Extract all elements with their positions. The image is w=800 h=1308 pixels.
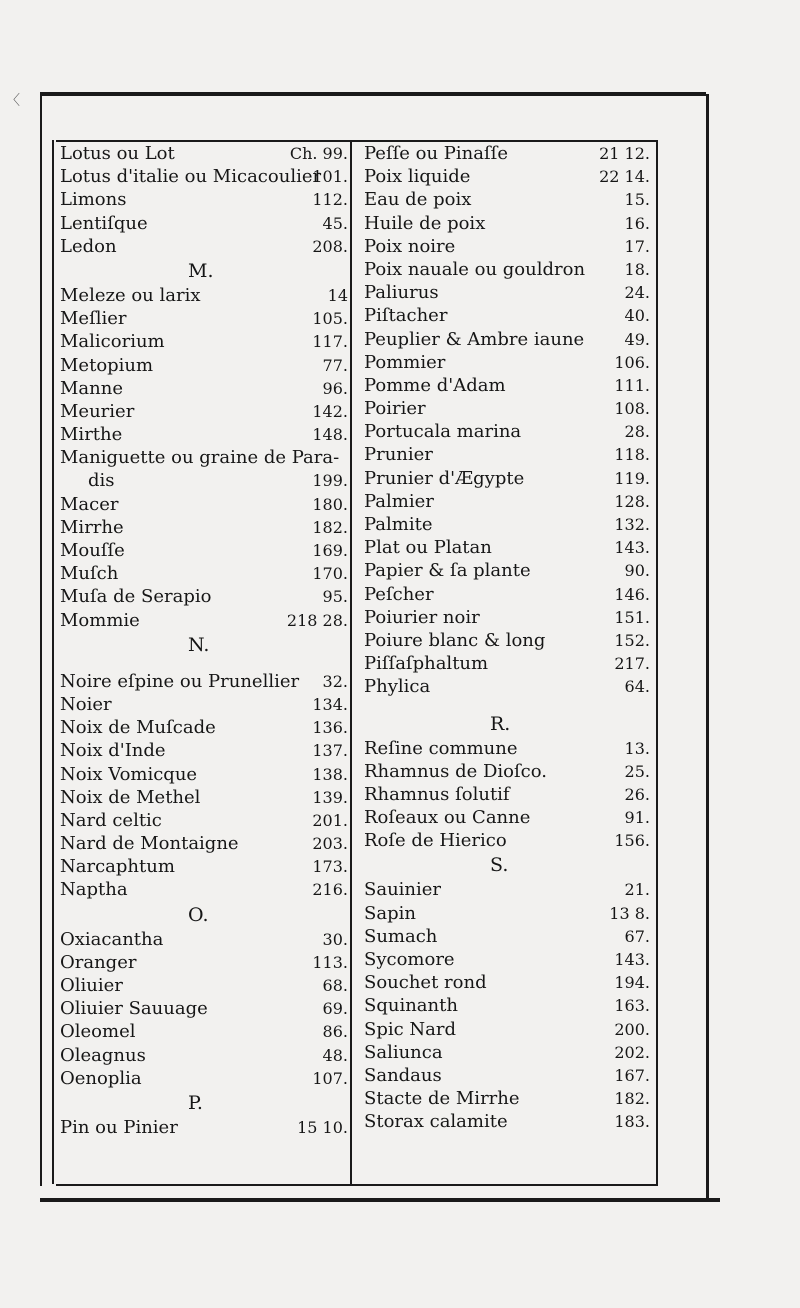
entry-page-number: 143. <box>614 950 650 969</box>
entry-term: Oliuier Sauuage <box>60 998 208 1020</box>
entry-page-number: 90. <box>624 561 650 581</box>
entry-page-number: 14 <box>327 285 348 305</box>
index-entry <box>364 142 654 165</box>
entry-term: Poirier <box>364 398 426 420</box>
index-entry <box>60 716 348 739</box>
index-entry <box>60 974 348 997</box>
index-entry <box>60 693 348 716</box>
index-entry <box>364 783 654 806</box>
corner-mark: 〈 <box>6 93 20 109</box>
index-entry <box>364 1041 654 1064</box>
entry-term: Plat ou Platan <box>364 537 492 559</box>
entry-page-number: 16. <box>624 213 650 233</box>
index-entry <box>364 902 654 925</box>
entry-term: Roſe de Hierico <box>364 830 507 852</box>
entry-page-number: 107. <box>312 1068 348 1088</box>
index-entry <box>60 469 348 492</box>
index-entry <box>60 307 348 330</box>
spacer <box>364 699 654 711</box>
entry-page-number: 118. <box>614 445 650 465</box>
entry-page-number: 86. <box>322 1022 348 1042</box>
index-entry <box>364 737 654 760</box>
index-entry <box>364 235 654 258</box>
section-letter: N. <box>188 633 210 656</box>
entry-page-number: 134. <box>312 694 348 714</box>
entry-term: Piſſaſphaltum <box>364 653 489 675</box>
entry-page-number: 152. <box>614 630 650 650</box>
index-entry <box>60 997 348 1020</box>
index-entry <box>364 490 654 513</box>
entry-term: Noix Vomicque <box>60 763 198 785</box>
entry-page-number: 200. <box>614 1019 650 1039</box>
entry-page-number: 40. <box>624 306 650 326</box>
entry-page-number: 18. <box>624 259 650 279</box>
entry-term: Oleagnus <box>60 1044 146 1066</box>
entry-term: Piſtacher <box>364 305 448 327</box>
entry-page-number: 146. <box>614 584 650 604</box>
index-entry <box>364 258 654 281</box>
entry-page-number: 26. <box>624 784 650 804</box>
section-letter: M. <box>188 259 214 282</box>
entry-term: Prunier <box>364 444 433 466</box>
entry-term: Lentiſque <box>60 212 148 234</box>
entry-page-number: Ch. 99. <box>289 144 348 163</box>
entry-page-number: 163. <box>614 996 650 1016</box>
section-letter: R. <box>490 712 511 735</box>
entry-term: Sumach <box>364 925 438 947</box>
entry-term: Rhamnus ſolutif <box>364 783 510 805</box>
index-entry <box>364 374 654 397</box>
entry-term: Stacte de Mirrhe <box>364 1088 520 1110</box>
index-entry <box>364 1087 654 1110</box>
entry-page-number: 137. <box>312 741 348 761</box>
index-entry <box>364 971 654 994</box>
entry-page-number: 156. <box>614 831 650 851</box>
entry-page-number: 182. <box>312 517 348 537</box>
index-entry <box>60 235 348 258</box>
entry-page-number: 77. <box>322 355 348 375</box>
index-entry <box>60 539 348 562</box>
index-entry <box>364 536 654 559</box>
entry-page-number: 112. <box>312 190 348 210</box>
entry-page-number: 119. <box>614 468 650 488</box>
index-entry <box>364 328 654 351</box>
entry-page-number: 142. <box>312 401 348 421</box>
entry-term: Rhamnus de Dioſco. <box>364 760 547 782</box>
index-entry <box>364 829 654 852</box>
index-entry <box>60 562 348 585</box>
index-entry <box>60 330 348 353</box>
entry-page-number: 173. <box>312 857 348 877</box>
index-entry <box>364 304 654 327</box>
index-entry <box>364 559 654 582</box>
entry-page-number: 68. <box>322 976 348 995</box>
index-entry <box>364 1064 654 1087</box>
index-entry <box>60 585 348 608</box>
entry-page-number: 106. <box>614 352 650 372</box>
index-entry <box>60 832 348 855</box>
entry-page-number: 17. <box>624 236 650 256</box>
index-entry <box>364 165 654 188</box>
index-entry <box>60 165 348 188</box>
index-entry <box>60 284 348 307</box>
entry-term: Nard de Montaigne <box>60 833 239 855</box>
inner-left-rule <box>52 140 54 1184</box>
index-entry <box>364 212 654 235</box>
entry-page-number: 202. <box>614 1042 650 1062</box>
entry-term: Reſine commune <box>364 737 518 759</box>
entry-term: Oranger <box>60 951 137 973</box>
entry-page-number: 151. <box>614 607 650 627</box>
entry-page-number: 95. <box>322 587 348 607</box>
outer-right-rule <box>706 94 709 1200</box>
index-entry <box>364 443 654 466</box>
entry-term: Mouſſe <box>60 540 125 561</box>
entry-term: Squinanth <box>364 995 458 1017</box>
entry-page-number: 167. <box>614 1065 650 1085</box>
outer-left-rule <box>40 94 42 1186</box>
index-entry <box>60 928 348 951</box>
entry-term: Prunier d'Ægypte <box>364 467 525 489</box>
entry-term: Limons <box>60 189 127 211</box>
entry-term: Meſlier <box>60 308 127 330</box>
entry-page-number: 22 14. <box>599 167 650 187</box>
index-entry <box>364 606 654 629</box>
index-entry <box>60 212 348 235</box>
index-entry <box>60 516 348 539</box>
entry-term: Papier & ſa plante <box>364 560 531 582</box>
entry-page-number: 208. <box>312 236 348 256</box>
index-entry <box>60 354 348 377</box>
entry-term: Noix de Muſcade <box>60 717 216 739</box>
entry-term: Malicorium <box>60 331 165 353</box>
index-entry <box>364 351 654 374</box>
entry-term: Mommie <box>60 609 140 631</box>
index-column-left <box>60 142 348 1139</box>
index-entry <box>364 281 654 304</box>
entry-term: dis <box>88 470 115 492</box>
entry-page-number: 13 8. <box>609 903 650 923</box>
entry-page-number: 148. <box>312 425 348 445</box>
entry-term: Paliurus <box>364 282 439 304</box>
entry-term: Palmier <box>364 490 434 512</box>
entry-term: Narcaphtum <box>60 856 175 878</box>
entry-term: Muſa de Serapio <box>60 586 212 608</box>
entry-page-number: 180. <box>312 494 348 514</box>
entry-term: Eau de poix <box>364 189 472 211</box>
entry-term: Noier <box>60 693 112 715</box>
entry-page-number: 132. <box>614 515 650 534</box>
entry-page-number: 201. <box>312 810 348 830</box>
entry-term: Oxiacantha <box>60 928 164 950</box>
entry-term: Sandaus <box>364 1064 442 1086</box>
entry-page-number: 216. <box>312 880 348 900</box>
entry-term: Phylica <box>364 676 431 698</box>
entry-page-number: 199. <box>312 471 348 491</box>
entry-page-number: 183. <box>614 1112 650 1132</box>
entry-term: Portucala marina <box>364 421 522 443</box>
entry-term: Storax calamite <box>364 1111 508 1133</box>
entry-page-number: 113. <box>312 952 348 972</box>
index-entry <box>60 188 348 211</box>
index-entry <box>60 951 348 974</box>
entry-term: Manne <box>60 377 123 399</box>
entry-term: Palmite <box>364 514 433 535</box>
entry-term: Lotus d'italie ou Micacoulier <box>60 166 322 188</box>
entry-term: Poix nauale ou gouldron <box>364 258 586 280</box>
entry-page-number: 218 28. <box>286 610 348 630</box>
entry-term: Pomme d'Adam <box>364 374 506 396</box>
index-entry <box>364 467 654 490</box>
entry-page-number: 49. <box>624 329 650 349</box>
entry-page-number: 25. <box>624 761 650 781</box>
entry-page-number: 105. <box>312 309 348 329</box>
index-entry <box>364 675 654 698</box>
outer-top-rule <box>40 92 706 96</box>
index-entry <box>364 806 654 829</box>
entry-term: Sapin <box>364 902 416 924</box>
entry-term: Poiure blanc & long <box>364 629 546 651</box>
entry-page-number: 169. <box>312 541 348 560</box>
entry-page-number: 182. <box>614 1089 650 1109</box>
entry-page-number: 203. <box>312 834 348 854</box>
entry-page-number: 64. <box>624 677 650 697</box>
entry-page-number: 139. <box>312 787 348 807</box>
entry-page-number: 32. <box>322 671 348 691</box>
entry-page-number: 15 10. <box>297 1117 348 1137</box>
column-divider <box>350 140 352 1184</box>
index-entry <box>60 142 348 165</box>
entry-term: Naptha <box>60 879 128 901</box>
index-entry <box>364 629 654 652</box>
entry-term: Ledon <box>60 235 117 257</box>
section-letter: O. <box>188 903 209 926</box>
index-entry <box>364 652 654 675</box>
entry-term: Oliuier <box>60 975 123 996</box>
entry-term: Lotus ou Lot <box>60 143 175 164</box>
entry-page-number: 108. <box>614 399 650 419</box>
index-entry <box>60 1044 348 1067</box>
entry-term: Saliunca <box>364 1041 443 1063</box>
entry-term: Pommier <box>364 351 446 373</box>
entry-term: Poiurier noir <box>364 606 480 628</box>
inner-right-rule <box>656 140 658 1184</box>
entry-page-number: 136. <box>312 718 348 738</box>
index-entry <box>60 493 348 516</box>
entry-page-number: 128. <box>614 491 650 511</box>
entry-page-number: 138. <box>312 764 348 784</box>
entry-term: Metopium <box>60 354 154 376</box>
entry-page-number: 170. <box>312 564 348 584</box>
entry-term: Sycomore <box>364 949 455 970</box>
index-entry <box>364 994 654 1017</box>
entry-page-number: 67. <box>624 926 650 946</box>
section-letter: P. <box>188 1091 203 1114</box>
entry-page-number: 48. <box>322 1045 348 1065</box>
entry-term: Spic Nard <box>364 1018 457 1040</box>
index-entry <box>60 609 348 632</box>
index-column-right <box>364 142 654 1134</box>
entry-page-number: 143. <box>614 538 650 558</box>
index-entry <box>364 1110 654 1133</box>
index-entry <box>364 420 654 443</box>
index-entry <box>60 763 348 786</box>
index-entry <box>60 1020 348 1043</box>
index-entry <box>60 809 348 832</box>
index-entry <box>364 760 654 783</box>
index-entry <box>60 377 348 400</box>
entry-term: Oenoplia <box>60 1067 142 1089</box>
entry-page-number: 194. <box>614 973 650 993</box>
entry-page-number: 91. <box>624 808 650 828</box>
index-entry <box>364 188 654 211</box>
entry-page-number: 28. <box>624 422 650 442</box>
entry-page-number: 24. <box>624 283 650 303</box>
entry-term: Huile de poix <box>364 212 486 234</box>
index-entry <box>364 583 654 606</box>
index-entry <box>60 446 348 469</box>
index-entry <box>60 1116 348 1139</box>
entry-term: Nard celtic <box>60 809 162 831</box>
entry-term: Macer <box>60 493 119 515</box>
index-entry <box>364 925 654 948</box>
entry-page-number: 21. <box>624 880 650 900</box>
entry-term: Noire eſpine ou Prunellier <box>60 670 300 692</box>
entry-term: Noix de Methel <box>60 786 201 808</box>
index-entry <box>60 739 348 762</box>
entry-term: Poix liquide <box>364 166 471 188</box>
entry-term: Poix noire <box>364 235 456 257</box>
entry-term: Sauinier <box>364 879 442 901</box>
inner-bottom-rule <box>56 1184 658 1186</box>
entry-term: Meleze ou larix <box>60 284 201 306</box>
index-entry <box>60 878 348 901</box>
entry-page-number: 69. <box>322 999 348 1019</box>
entry-term: Oleomel <box>60 1021 136 1043</box>
entry-term: Mirthe <box>60 424 123 446</box>
outer-bottom-rule <box>40 1198 720 1202</box>
spacer <box>60 658 348 670</box>
entry-term: Roſeaux ou Canne <box>364 807 531 829</box>
index-entry <box>364 878 654 901</box>
entry-page-number: 117. <box>312 332 348 352</box>
entry-page-number: 111. <box>614 375 650 395</box>
entry-page-number: 13. <box>624 738 650 758</box>
entry-page-number: 30. <box>322 929 348 949</box>
index-entry <box>60 855 348 878</box>
index-entry <box>60 786 348 809</box>
index-entry <box>60 1067 348 1090</box>
section-letter: S. <box>490 854 509 877</box>
entry-term: Souchet rond <box>364 972 487 994</box>
entry-term: Noix d'Inde <box>60 740 166 762</box>
entry-page-number: 15. <box>624 190 650 210</box>
entry-page-number: 217. <box>614 654 650 674</box>
entry-page-number: 101. <box>312 167 348 187</box>
index-entry <box>364 1018 654 1041</box>
entry-page-number: 96. <box>322 378 348 398</box>
entry-term: Mirrhe <box>60 516 124 538</box>
entry-term: Muſch <box>60 563 119 585</box>
index-entry <box>364 513 654 536</box>
entry-term: Peuplier & Ambre iaune <box>364 328 585 350</box>
index-entry <box>60 670 348 693</box>
index-entry <box>364 397 654 420</box>
index-entry <box>60 423 348 446</box>
entry-term: Peſcher <box>364 583 434 605</box>
entry-term: Meurier <box>60 400 135 422</box>
entry-page-number: 21 12. <box>599 144 650 163</box>
entry-term: Maniguette ou graine de Para- <box>60 447 340 469</box>
entry-term: Peſſe ou Pinaſſe <box>364 143 508 164</box>
index-entry <box>60 400 348 423</box>
entry-term: Pin ou Pinier <box>60 1116 178 1138</box>
index-entry <box>364 948 654 971</box>
entry-page-number: 45. <box>322 213 348 233</box>
